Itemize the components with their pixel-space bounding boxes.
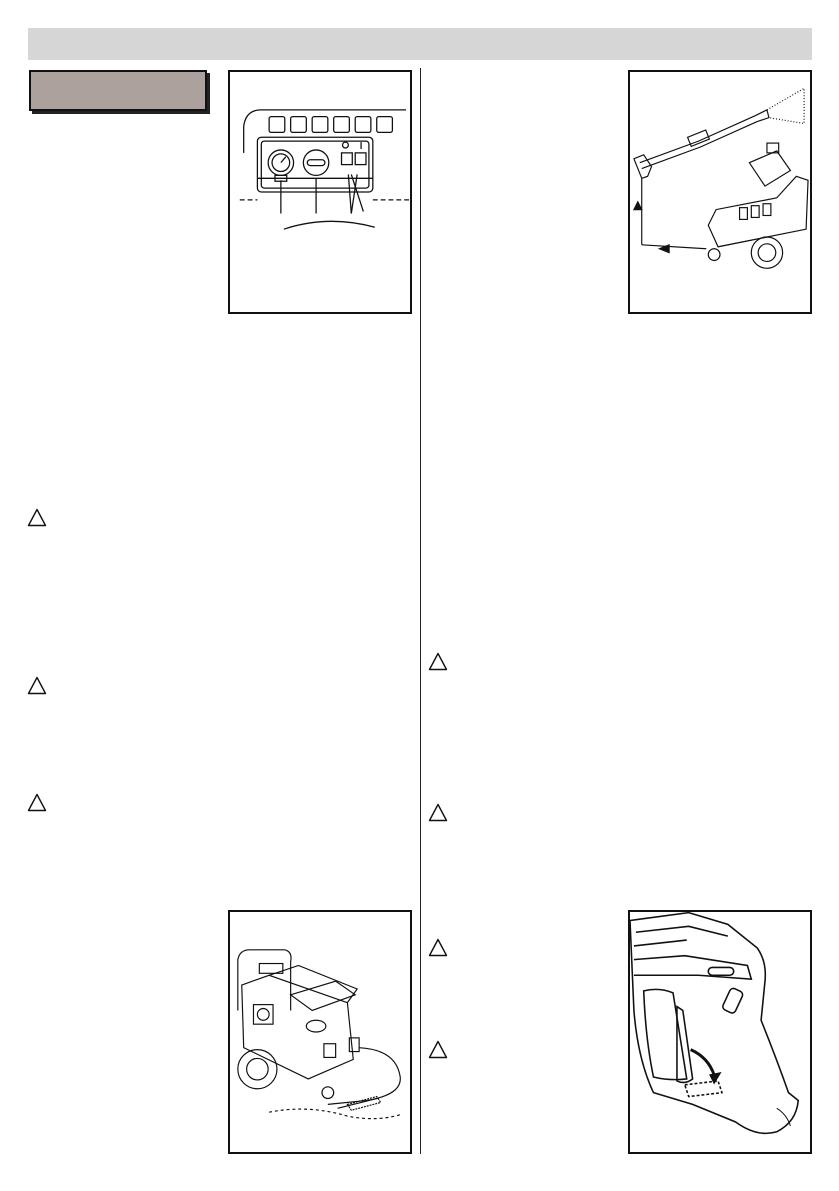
pressure-washer-spray-icon — [630, 72, 810, 312]
spray-gun-trigger-figure — [628, 910, 812, 1154]
pressure-washer-figure — [228, 910, 412, 1154]
section-tab — [29, 70, 207, 111]
warning-triangle-icon — [428, 803, 448, 822]
spray-system-figure — [628, 70, 812, 314]
warning-triangle-icon — [428, 938, 448, 957]
warning-triangle-icon — [428, 1040, 448, 1059]
control-panel-figure — [228, 70, 412, 314]
header-bar — [28, 28, 812, 60]
column-divider — [420, 68, 421, 1154]
warning-triangle-icon — [27, 676, 47, 695]
control-panel-icon — [230, 72, 410, 312]
warning-triangle-icon — [428, 652, 448, 671]
spray-gun-icon — [630, 912, 810, 1152]
warning-triangle-icon — [27, 793, 47, 812]
pressure-washer-icon — [230, 912, 410, 1152]
warning-triangle-icon — [27, 508, 47, 527]
